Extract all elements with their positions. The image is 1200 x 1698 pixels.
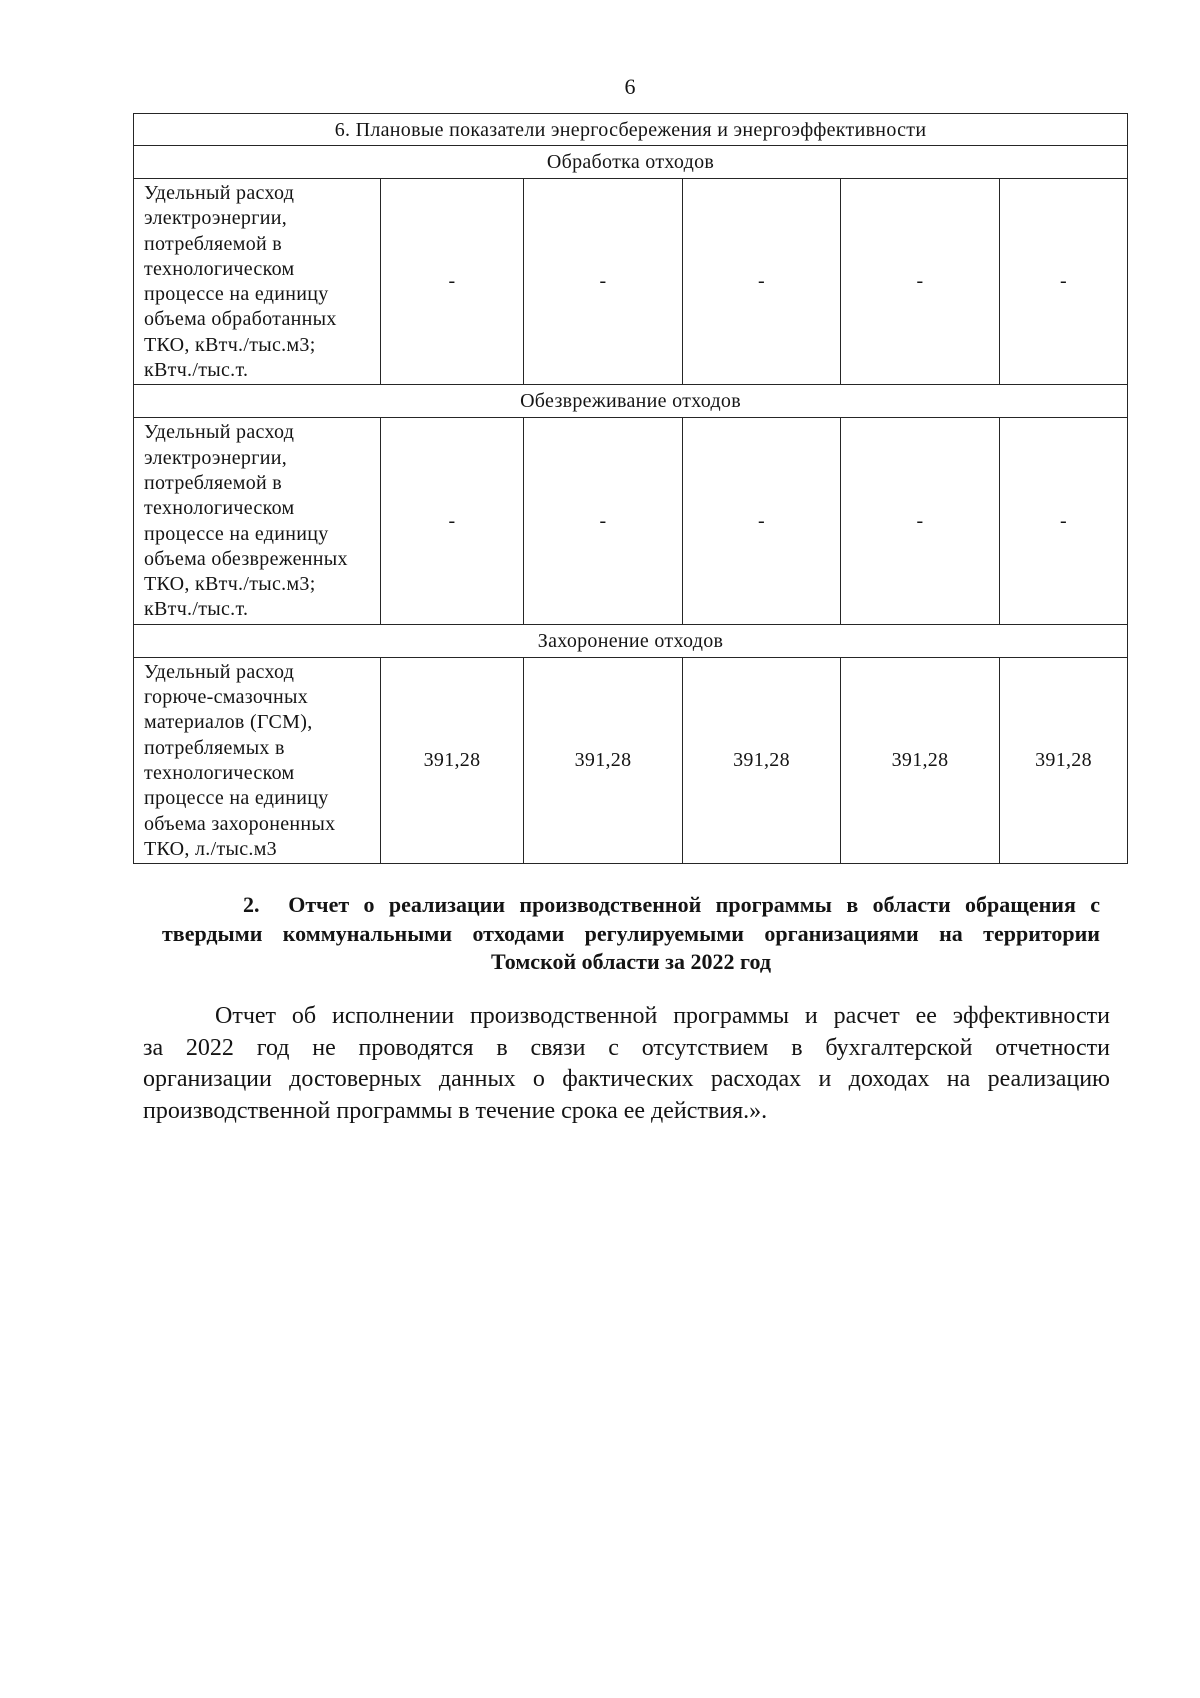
table-row [134,418,1128,624]
indicator-label [134,418,381,624]
table-title-row [134,114,1128,146]
value-cell: - [841,418,1000,624]
label-line: объема обработанных [144,308,337,331]
value-cell: 391,28 [524,657,683,863]
section-heading-row [134,385,1128,418]
label-line: технологическом [144,257,295,280]
section-heading-row [134,146,1128,179]
label-line: Удельный расход [144,182,295,204]
value-cell: 391,28 [1000,657,1128,863]
report-paragraph [143,1001,1110,1127]
section-number: 2. [243,892,260,917]
page-number: 6 [624,74,636,99]
table-row [134,179,1128,385]
value-cell: - [524,179,683,385]
label-line: объема захороненных [144,812,336,835]
value-cell: - [683,179,841,385]
indicator-label [134,657,381,863]
value-cell: - [381,418,524,624]
value-cell: - [841,179,1000,385]
section-heading-processing: Обработка отходов [134,146,1128,179]
section-heading-burial: Захоронение отходов [134,624,1128,657]
value-cell: - [1000,179,1128,385]
label-line: процессе на единицу [144,787,329,810]
paragraph-line: за 2022 год не проводятся в связи с отсутствием в бухгалтерской отчетности [143,1034,1110,1061]
value-cell: 391,28 [683,657,841,863]
label-line: ТКО, кВтч./тыс.м3; [144,573,316,596]
label-line: электроэнергии, [144,207,288,230]
energy-indicators-table [133,113,1128,864]
label-line: ТКО, кВтч./тыс.м3; [144,333,316,356]
indicator-label [134,179,381,385]
label-line: Удельный расход [144,660,295,683]
heading-line: твердыми коммунальными отходами регулируемыми организациями на территории [162,920,1100,946]
label-line: горюче-смазочных [144,686,309,709]
paragraph-line: производственной программы в течение срока ее действия.». [143,1097,768,1124]
label-line: материалов (ГСМ), [144,711,313,734]
value-cell: - [524,418,683,624]
label-line: технологическом [144,497,295,520]
value-cell: - [381,179,524,385]
value-cell: 391,28 [381,657,524,863]
heading-line: Томской области за 2022 год [491,949,771,974]
paragraph-line: организации достоверных данных о фактических расходах и доходах на реализацию [143,1066,1110,1092]
table-row [134,657,1128,863]
indicators-table-container [133,113,1127,864]
label-line: потребляемой в [144,232,283,255]
label-line: Удельный расход [144,421,295,444]
label-line: электроэнергии, [144,446,288,469]
label-line: кВтч./тыс.т. [144,598,249,621]
label-line: ТКО, л./тыс.м3 [144,837,277,860]
label-line: потребляемых в [144,736,285,759]
label-line: технологическом [144,761,295,784]
heading-line [162,891,1100,920]
label-line: объема обезвреженных [144,547,348,570]
value-cell: - [683,418,841,624]
paragraph-line: Отчет об исполнении производственной программы и расчет ее эффективности [215,1003,1110,1029]
value-cell: - [1000,418,1128,624]
table-title: 6. Плановые показатели энергосбережения и энергоэффективности [134,114,1128,146]
label-line: кВтч./тыс.т. [144,359,249,382]
heading-line-text: Отчет о реализации производственной программы в области обращения с [288,892,1100,917]
label-line: потребляемой в [144,471,283,494]
value-cell: 391,28 [841,657,1000,863]
section-heading-neutralization: Обезвреживание отходов [134,385,1128,418]
label-line: процессе на единицу [144,283,329,306]
label-line: процессе на единицу [144,522,329,545]
section-heading-row [134,624,1128,657]
section-2-heading [162,891,1100,977]
